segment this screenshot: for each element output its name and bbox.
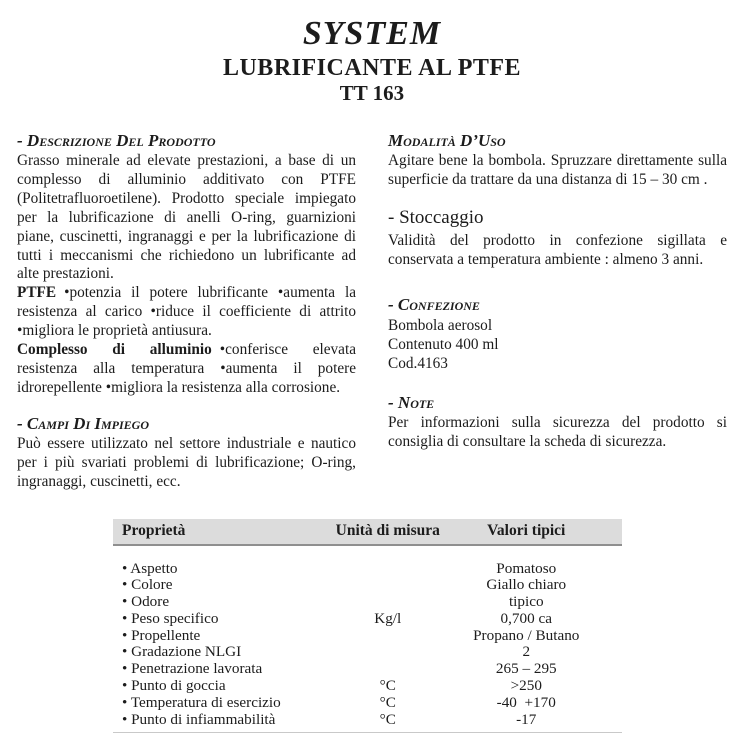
alluminio-paragraph <box>17 341 356 398</box>
table-row <box>113 611 622 628</box>
value-cell: -40 +170 <box>453 695 622 712</box>
two-column-body <box>0 131 744 492</box>
value-cell: -17 <box>453 712 622 729</box>
descrizione-body: Grasso minerale ad elevate prestazioni, a base di un complesso di alluminio additivato con PTFE (Politetrafluoroetilene). Prodotto speciale impiegato per la lubrificazione di anelli O-ring, guarnizioni piane, cuscinetti, ingranaggi e per la lubrificazione di tutti i meccanismi che richiedono un lubrificante ad alte prestazioni. <box>17 152 356 284</box>
header-unita-di-misura: Unità di misura <box>323 519 453 545</box>
table-row <box>113 561 622 578</box>
ptfe-paragraph <box>17 284 356 341</box>
ptfe-label: PTFE <box>17 284 56 301</box>
property-cell: • Punto di goccia <box>113 678 323 695</box>
campi-body: Può essere utilizzato nel settore industriale e nautico per i più svariati problemi di lubrificazione; O-ring, ingranaggi, cuscinetti, ecc. <box>17 435 356 492</box>
property-cell: • Aspetto <box>113 561 323 578</box>
table-row <box>113 577 622 594</box>
brand-title: SYSTEM <box>0 12 744 56</box>
value-cell: Propano / Butano <box>453 628 622 645</box>
packaging-type: Bombola aerosol <box>388 316 727 335</box>
unit-cell <box>323 561 453 578</box>
value-cell: Giallo chiaro <box>453 577 622 594</box>
unit-cell: Kg/l <box>323 611 453 628</box>
property-cell: • Gradazione NLGI <box>113 644 323 661</box>
table-row <box>113 695 622 712</box>
value-cell: 0,700 ca <box>453 611 622 628</box>
modalita-heading: Modalità D’Uso <box>388 131 727 151</box>
properties-table-head <box>113 519 622 545</box>
section-confezione <box>388 295 727 373</box>
value-cell: Pomatoso <box>453 561 622 578</box>
modalita-body: Agitare bene la bombola. Spruzzare direttamente sulla superficie da trattare da una distanza di 15 – 30 cm . <box>388 152 727 190</box>
title-block <box>0 0 744 106</box>
table-row <box>113 628 622 645</box>
left-column <box>17 131 356 492</box>
table-row <box>113 712 622 729</box>
note-heading: - Note <box>388 393 727 413</box>
campi-heading: - Campi Di Impiego <box>17 414 356 434</box>
property-cell: • Odore <box>113 594 323 611</box>
alluminio-text: •conferisce elevata resistenza alla temperatura •aumenta il potere idrorepellente •migliora la resistenza alla corrosione. <box>17 341 356 396</box>
confezione-heading: - Confezione <box>388 295 727 315</box>
value-cell: 2 <box>453 644 622 661</box>
property-cell: • Temperatura di esercizio <box>113 695 323 712</box>
table-row <box>113 594 622 611</box>
table-header-row <box>113 519 622 545</box>
alluminio-label: Complesso di alluminio <box>17 341 212 358</box>
unit-cell <box>323 594 453 611</box>
descrizione-heading: - Descrizione Del Prodotto <box>17 131 356 151</box>
table-row <box>113 644 622 661</box>
unit-cell: °C <box>323 695 453 712</box>
section-note <box>388 393 727 452</box>
properties-table-body <box>113 545 622 733</box>
product-title: LUBRIFICANTE AL PTFE <box>0 56 744 81</box>
product-code: TT 163 <box>0 81 744 106</box>
section-campi-di-impiego <box>17 414 356 492</box>
value-cell: tipico <box>453 594 622 611</box>
table-row <box>113 678 622 695</box>
unit-cell <box>323 661 453 678</box>
property-cell: • Punto di infiammabilità <box>113 712 323 729</box>
property-cell: • Penetrazione lavorata <box>113 661 323 678</box>
unit-cell: °C <box>323 678 453 695</box>
header-valori-tipici: Valori tipici <box>453 519 622 545</box>
note-body: Per informazioni sulla sicurezza del prodotto si consiglia di consultare la scheda di sicurezza. <box>388 414 727 452</box>
right-column <box>388 131 727 492</box>
content-volume: Contenuto 400 ml <box>388 335 727 354</box>
product-code-line: Cod.4163 <box>388 354 727 373</box>
section-descrizione <box>17 131 356 398</box>
property-cell: • Propellente <box>113 628 323 645</box>
unit-cell: °C <box>323 712 453 729</box>
section-modalita-duso <box>388 131 727 190</box>
unit-cell <box>323 577 453 594</box>
value-cell: 265 – 295 <box>453 661 622 678</box>
property-cell: • Colore <box>113 577 323 594</box>
properties-table <box>113 519 622 733</box>
section-stoccaggio <box>388 206 727 270</box>
stoccaggio-heading: - Stoccaggio <box>388 206 727 230</box>
unit-cell <box>323 644 453 661</box>
ptfe-text: •potenzia il potere lubrificante •aumenta la resistenza al carico •riduce il coefficiente di attrito •migliora le proprietà antiusura. <box>17 284 356 339</box>
stoccaggio-body: Validità del prodotto in confezione sigillata e conservata a temperatura ambiente : almeno 3 anni. <box>388 232 727 270</box>
table-row <box>113 661 622 678</box>
unit-cell <box>323 628 453 645</box>
header-proprieta: Proprietà <box>113 519 323 545</box>
property-cell: • Peso specifico <box>113 611 323 628</box>
value-cell: >250 <box>453 678 622 695</box>
